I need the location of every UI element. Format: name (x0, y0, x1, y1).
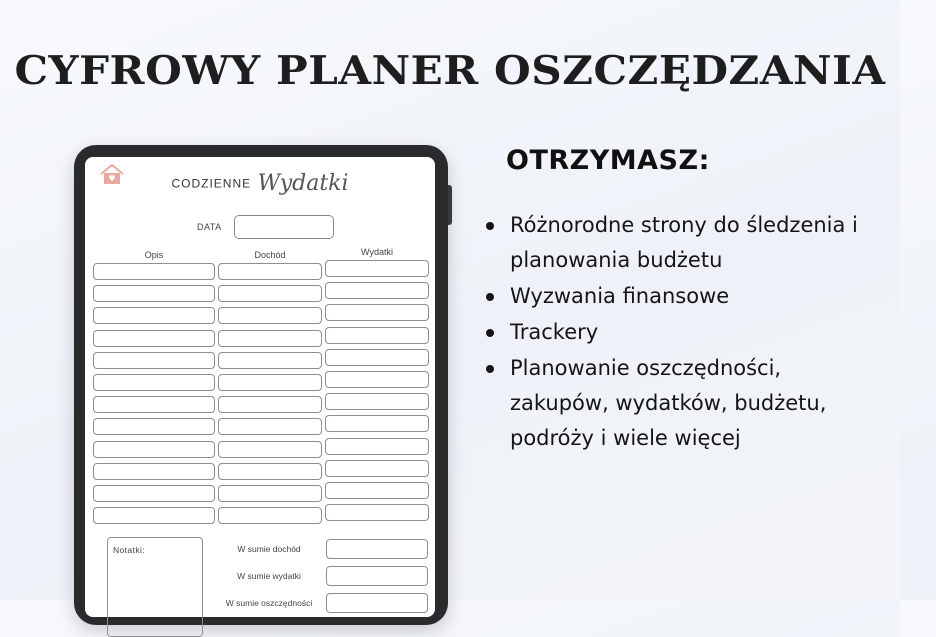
wydatki-cell (325, 371, 429, 388)
dochod-cell (218, 374, 322, 391)
wydatki-cell (325, 260, 429, 277)
wydatki-cell (325, 415, 429, 432)
dochod-cell (218, 263, 322, 280)
dochod-cell (218, 307, 322, 324)
column-header-opis: Opis (144, 250, 164, 260)
dochod-cell (218, 418, 322, 435)
opis-cell (93, 352, 215, 369)
planner-header (85, 171, 435, 196)
feature-item (486, 351, 886, 456)
feature-item (486, 315, 886, 350)
planner-header-plain: CODZIENNE (171, 176, 252, 191)
dochod-cell (218, 396, 322, 413)
opis-cell (93, 330, 215, 347)
dochod-cell (218, 463, 322, 480)
notes-box (107, 537, 203, 637)
total-income-field (326, 539, 428, 559)
opis-cell (93, 307, 215, 324)
dochod-cell (218, 507, 322, 524)
feature-text: Trackery (510, 320, 599, 344)
wydatki-cell (325, 393, 429, 410)
tablet-side-button (448, 185, 452, 225)
bullet-icon (486, 222, 494, 230)
wydatki-cell (325, 504, 429, 521)
planner-header-script: Wydatki (257, 171, 349, 196)
total-expenses-field (326, 566, 428, 586)
column-header-wydatki: Wydatki (361, 247, 393, 257)
bullet-icon (486, 365, 494, 373)
offer-heading: OTRZYMASZ: (506, 145, 710, 176)
wydatki-cell (325, 482, 429, 499)
notes-label: Notatki: (113, 545, 146, 555)
wydatki-cell (325, 349, 429, 366)
dochod-cell (218, 485, 322, 502)
date-label: DATA (197, 222, 222, 232)
feature-text: Wyzwania finansowe (510, 284, 730, 308)
wydatki-cell (325, 327, 429, 344)
opis-cell (93, 463, 215, 480)
bullet-icon (486, 293, 494, 301)
opis-cell (93, 507, 215, 524)
wydatki-cell (325, 304, 429, 321)
feature-item (486, 279, 886, 314)
wydatki-cell (325, 460, 429, 477)
main-title: CYFROWY PLANER OSZCZĘDZANIA (14, 48, 886, 94)
feature-list (486, 208, 886, 457)
dochod-cell (218, 330, 322, 347)
total-income-label: W sumie dochód (237, 544, 301, 554)
feature-text: Różnorodne strony do śledzenia i planowania budżetu (510, 213, 858, 272)
feature-text: Planowanie oszczędności, zakupów, wydatków, budżetu, podróży i wiele więcej (510, 356, 827, 450)
opis-cell (93, 441, 215, 458)
opis-cell (93, 285, 215, 302)
total-expenses-label: W sumie wydatki (237, 571, 301, 581)
tablet-device (74, 145, 448, 625)
opis-cell (93, 263, 215, 280)
feature-item (486, 208, 886, 278)
total-savings-label: W sumie oszczędności (225, 598, 313, 608)
planner-page (85, 157, 435, 617)
column-header-dochod: Dochód (254, 250, 286, 260)
date-field (234, 215, 334, 239)
wydatki-cell (325, 438, 429, 455)
opis-cell (93, 485, 215, 502)
total-savings-field (326, 593, 428, 613)
opis-cell (93, 374, 215, 391)
dochod-cell (218, 285, 322, 302)
wydatki-cell (325, 282, 429, 299)
opis-cell (93, 418, 215, 435)
dochod-cell (218, 352, 322, 369)
bullet-icon (486, 329, 494, 337)
opis-cell (93, 396, 215, 413)
dochod-cell (218, 441, 322, 458)
